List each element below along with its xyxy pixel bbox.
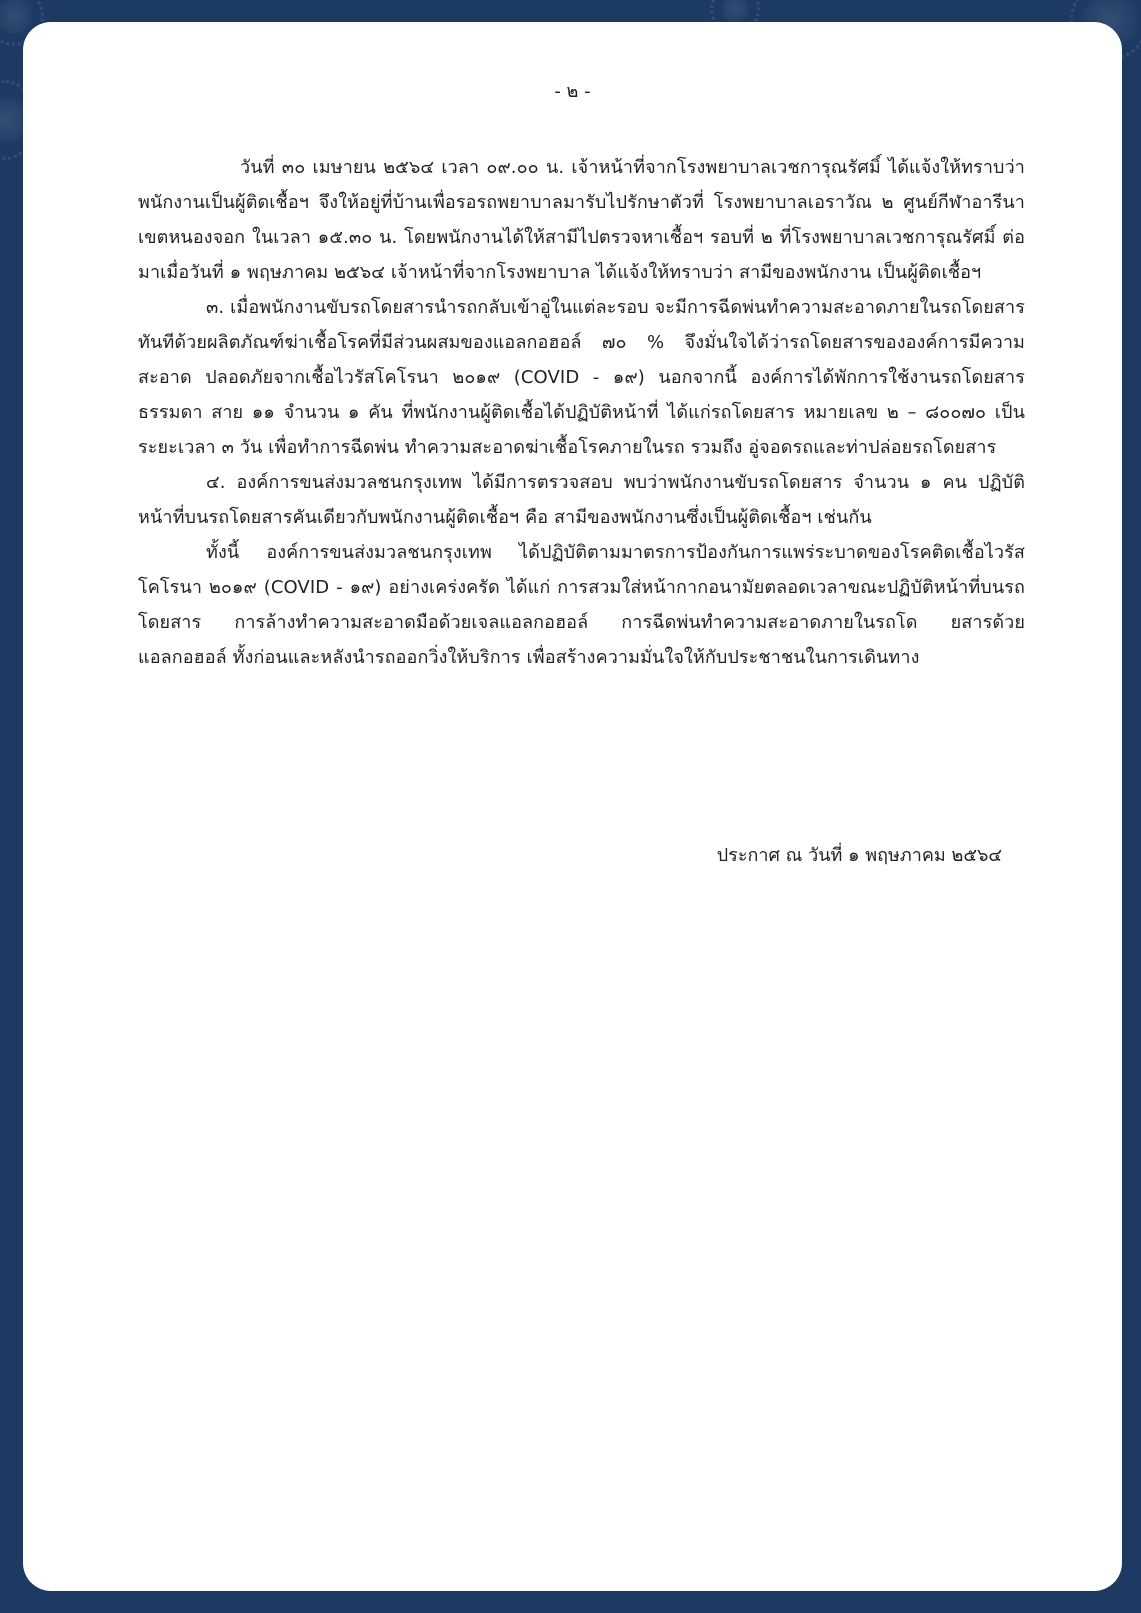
page-number: - ๒ - [554,81,591,102]
document-page [23,22,1122,1591]
paragraph-item-3: ๓. เมื่อพนักงานขับรถโดยสารนำรถกลับเข้าอู่ในแต่ละรอบ จะมีการฉีดพ่นทำความสะอาดภายในรถโดยสารทันทีด้วยผลิตภัณฑ์ฆ่าเชื้อโรคที่มีส่วนผสมของแอลกอฮอล์ ๗๐ % จึงมั่นใจได้ว่ารถโดยสารขององค์การมีความสะอาด ปลอดภัยจากเชื้อไวรัสโคโรนา ๒๐๑๙ (COVID - ๑๙) นอกจากนี้ องค์การได้พักการใช้งานรถโดยสารธรรมดา สาย ๑๑ จำนวน ๑ คัน ที่พนักงานผู้ติดเชื้อได้ปฏิบัติหน้าที่ ได้แก่รถโดยสาร หมายเลข ๒ – ๘๐๐๗๐ เป็นระยะเวลา ๓ วัน เพื่อทำการฉีดพ่น ทำความสะอาดฆ่าเชื้อโรคภายในรถ รวมถึง อู่จอดรถและท่าปล่อยรถโดยสาร [138,297,1025,458]
document-body [138,150,1025,675]
paragraph-item-4: ๔. องค์การขนส่งมวลชนกรุงเทพ ได้มีการตรวจสอบ พบว่าพนักงานขับรถโดยสาร จำนวน ๑ คน ปฏิบัติหน้าที่บนรถโดยสารคันเดียวกับพนักงานผู้ติดเชื้อฯ คือ สามีของพนักงานซึ่งเป็นผู้ติดเชื้อฯ เช่นกัน [138,472,1025,528]
announcement-date: ประกาศ ณ วันที่ ๑ พฤษภาคม ๒๕๖๔ [716,845,1002,866]
paragraph-measures: ทั้งนี้ องค์การขนส่งมวลชนกรุงเทพ ได้ปฏิบัติตามมาตรการป้องกันการแพร่ระบาดของโรคติดเชื้อไวรัสโคโรนา ๒๐๑๙ (COVID - ๑๙) อย่างเคร่งครัด ได้แก่ การสวมใส่หน้ากากอนามัยตลอดเวลาขณะปฏิบัติหน้าที่บนรถโดยสาร การล้างทำความสะอาดมือด้วยเจลแอลกอฮอล์ การฉีดพ่นทำความสะอาดภายในรถโด ยสารด้วยแอลกอฮอล์ ทั้งก่อนและหลังนำรถออกวิ่งให้บริการ เพื่อสร้างความมั่นใจให้กับประชาชนในการเดินทาง [138,542,1025,668]
virus-pattern-icon [720,0,750,24]
paragraph-incident-details: วันที่ ๓๐ เมษายน ๒๕๖๔ เวลา ๐๙.๐๐ น. เจ้าหน้าที่จากโรงพยาบาลเวชการุณรัศมิ์ ได้แจ้งให้ทราบว่า พนักงานเป็นผู้ติดเชื้อฯ จึงให้อยู่ที่บ้านเพื่อรอรถพยาบาลมารับไปรักษาตัวที่ โรงพยาบาลเอราวัณ ๒ ศูนย์กีฬาอารีนา เขตหนองจอก ในเวลา ๑๕.๓๐ น. โดยพนักงานได้ให้สามีไปตรวจหาเชื้อฯ รอบที่ ๒ ที่โรงพยาบาลเวชการุณรัศมิ์ ต่อมาเมื่อวันที่ ๑ พฤษภาคม ๒๕๖๔ เจ้าหน้าที่จากโรงพยาบาล ได้แจ้งให้ทราบว่า สามีของพนักงาน เป็นผู้ติดเชื้อฯ [138,157,1025,283]
virus-pattern-icon [0,0,34,36]
